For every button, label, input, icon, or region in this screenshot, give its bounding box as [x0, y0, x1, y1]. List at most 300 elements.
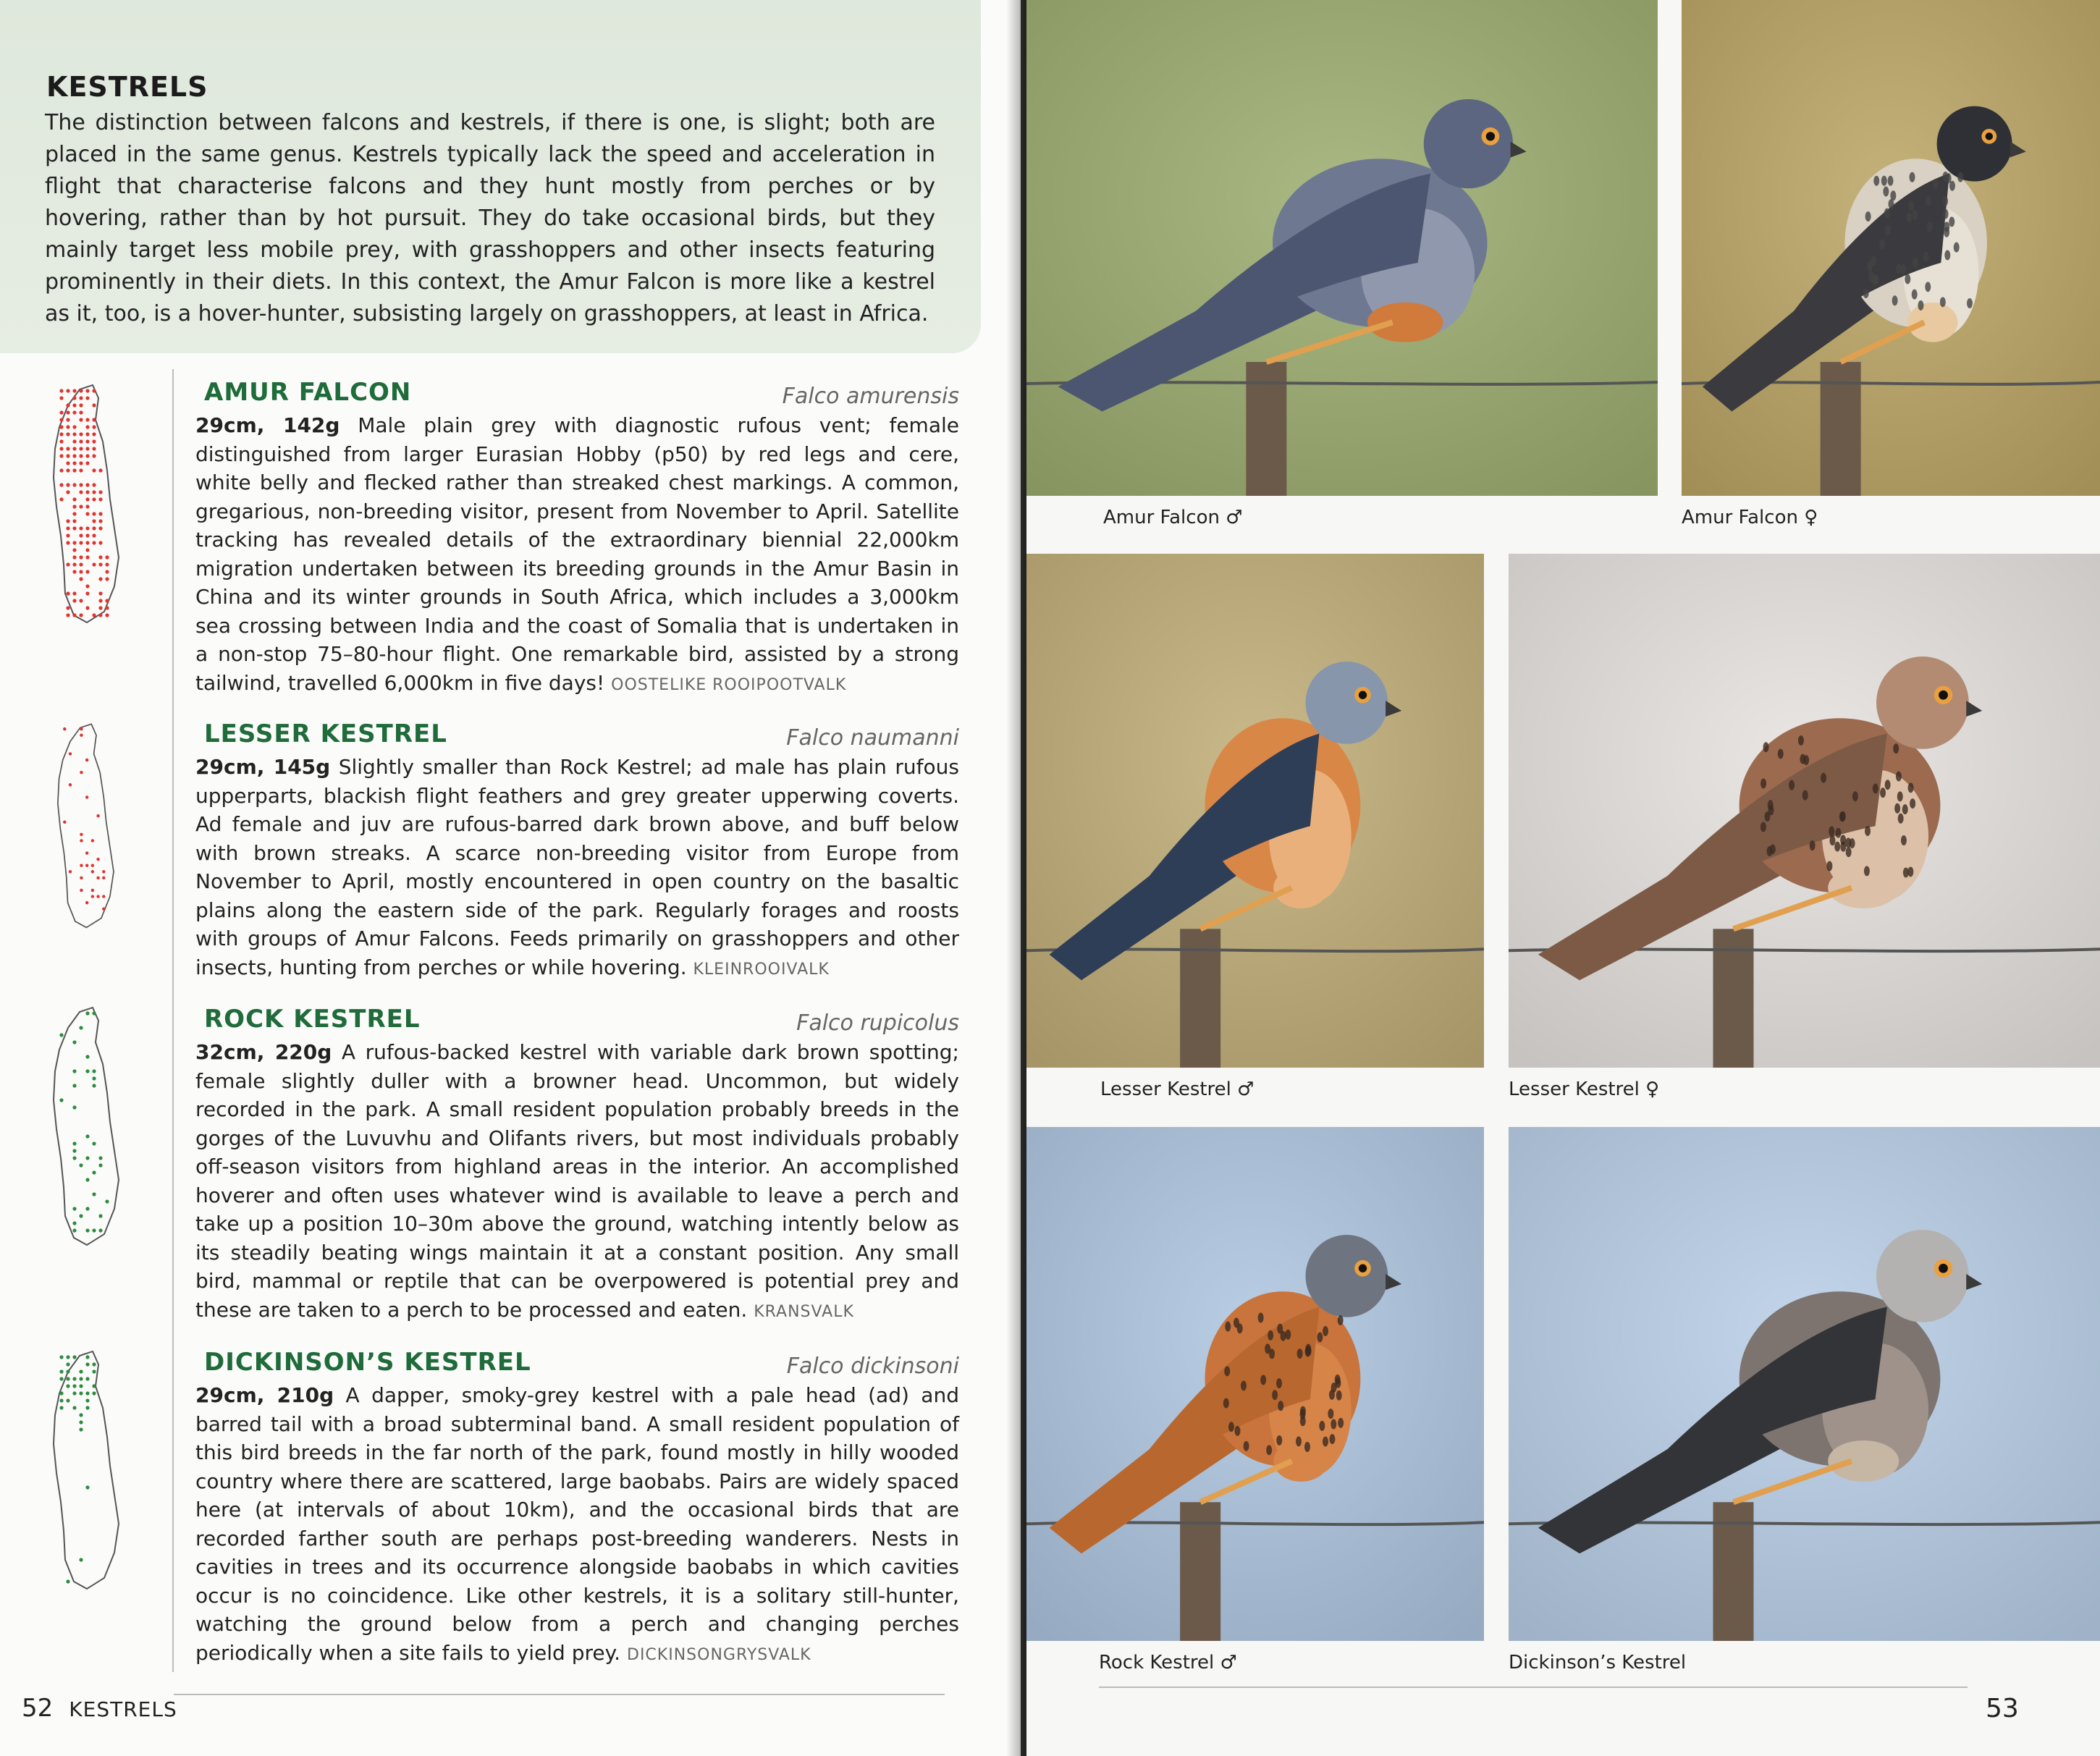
plumage-marking — [1894, 803, 1900, 814]
plumage-marking — [1884, 208, 1890, 219]
plumage-marking — [1879, 240, 1885, 250]
plumage-marking — [1338, 1315, 1344, 1325]
park-outline — [58, 724, 114, 927]
map-record-dot — [72, 1069, 76, 1073]
plumage-marking — [1296, 1436, 1302, 1446]
plumage-marking — [1278, 1401, 1283, 1411]
map-record-dot — [85, 526, 89, 530]
map-record-dot — [72, 1391, 76, 1395]
map-record-dot — [85, 555, 89, 559]
book-gutter — [1006, 0, 1026, 1756]
map-record-dot — [92, 1362, 96, 1366]
map-record-dot — [98, 468, 102, 472]
map-record-dot — [69, 752, 72, 755]
plumage-marking — [1297, 1348, 1303, 1359]
map-record-dot — [79, 454, 83, 457]
plumage-marking — [1901, 835, 1907, 845]
map-record-dot — [79, 562, 83, 566]
map-record-dot — [92, 447, 96, 450]
plumage-marking — [1760, 778, 1766, 788]
plumage-marking — [1234, 1317, 1239, 1327]
map-record-dot — [92, 512, 96, 515]
map-record-dot — [72, 1149, 76, 1152]
map-record-dot — [66, 606, 69, 609]
map-record-dot — [80, 833, 83, 836]
bird-head — [1306, 1235, 1388, 1317]
map-record-dot — [59, 425, 63, 429]
map-record-dot — [72, 555, 76, 559]
bird-vent — [1367, 303, 1443, 342]
map-record-dot — [79, 613, 83, 617]
plumage-marking — [1826, 861, 1832, 871]
map-record-dot — [59, 389, 63, 392]
afrikaans-name: OOSTELIKE ROOIPOOTVALK — [611, 675, 847, 694]
plumage-marking — [1260, 1375, 1266, 1385]
plumage-marking — [1897, 791, 1903, 801]
map-record-dot — [85, 606, 89, 609]
plumage-marking — [1927, 222, 1933, 232]
map-record-dot — [92, 1391, 96, 1395]
map-record-dot — [92, 1228, 96, 1232]
map-record-dot — [79, 1377, 83, 1380]
map-record-dot — [92, 1384, 96, 1388]
map-record-dot — [85, 533, 89, 537]
map-record-dot — [85, 461, 89, 465]
map-record-dot — [72, 591, 76, 595]
map-record-dot — [85, 570, 89, 573]
map-record-dot — [72, 526, 76, 530]
map-record-dot — [59, 1391, 63, 1395]
photo-scene — [1026, 1127, 1484, 1641]
map-record-dot — [105, 570, 109, 573]
photo-lesser-kestrel-female — [1509, 554, 2100, 1068]
plumage-marking — [1829, 826, 1834, 836]
bird-vent — [1907, 303, 1957, 342]
distribution-map-lesser-kestrel — [29, 717, 138, 934]
map-record-dot — [92, 562, 96, 566]
species-name: ROCK KESTREL — [204, 1005, 421, 1034]
map-record-dot — [79, 1427, 83, 1431]
plumage-marking — [1304, 1442, 1310, 1452]
map-record-dot — [59, 447, 63, 450]
map-record-dot — [79, 1369, 83, 1373]
map-record-dot — [66, 519, 69, 523]
page-number: 52 — [22, 1694, 54, 1723]
plumage-marking — [1305, 1344, 1311, 1354]
map-record-dot — [98, 1228, 102, 1232]
map-record-dot — [72, 1355, 76, 1359]
map-record-dot — [85, 1377, 89, 1380]
map-record-dot — [66, 483, 69, 486]
map-record-dot — [85, 584, 89, 588]
photo-caption: Dickinson’s Kestrel — [1509, 1652, 1687, 1673]
plumage-marking — [1244, 1441, 1249, 1451]
plumage-marking — [1888, 176, 1894, 186]
map-record-dot — [92, 1084, 96, 1087]
map-record-dot — [72, 432, 76, 436]
photo-caption: Lesser Kestrel ♀ — [1509, 1078, 1660, 1100]
map-record-dot — [66, 418, 69, 421]
map-record-dot — [92, 1170, 96, 1174]
map-record-dot — [102, 895, 105, 898]
map-record-dot — [66, 461, 69, 465]
map-record-dot — [72, 541, 76, 544]
plumage-marking — [1957, 172, 1963, 182]
map-record-dot — [72, 468, 76, 472]
plumage-marking — [1839, 811, 1845, 822]
plumage-marking — [1863, 288, 1869, 298]
size-weight: 29cm, 145g — [195, 755, 331, 779]
plumage-marking — [1913, 258, 1918, 268]
plumage-marking — [1276, 1378, 1282, 1388]
map-record-dot — [66, 591, 69, 595]
plumage-marking — [1829, 835, 1835, 845]
map-record-dot — [72, 410, 76, 414]
map-record-dot — [59, 1406, 63, 1409]
map-record-dot — [79, 490, 83, 494]
map-record-dot — [66, 1579, 69, 1583]
distribution-map-dickinsons-kestrel — [29, 1343, 138, 1596]
plumage-marking — [1228, 1422, 1234, 1432]
distribution-map-amur-falcon — [29, 376, 138, 630]
map-record-dot — [102, 907, 105, 910]
bird-head — [1937, 106, 2012, 182]
plumage-marking — [1903, 868, 1909, 878]
map-record-dot — [79, 418, 83, 421]
species-entry — [195, 1348, 959, 1669]
afrikaans-name: DICKINSONGRYSVALK — [627, 1645, 811, 1664]
map-record-dot — [98, 497, 102, 501]
map-record-dot — [80, 839, 83, 842]
plumage-marking — [1944, 250, 1950, 261]
map-record-dot — [79, 1420, 83, 1424]
map-record-dot — [92, 439, 96, 443]
map-record-dot — [79, 599, 83, 602]
map-record-dot — [66, 425, 69, 429]
plumage-marking — [1821, 773, 1826, 783]
map-record-dot — [85, 1134, 89, 1138]
map-record-dot — [72, 1040, 76, 1044]
plumage-marking — [1873, 274, 1879, 284]
map-record-dot — [66, 1362, 69, 1366]
species-description: 29cm, 142g Male plain grey with diagnostic rufous vent; female distinguished from larger Eurasian Hobby (p50) by red legs and cere, white belly and flecked rather than streaked chest markings. A common, gregarious, non-breeding visitor, present from November to April. Satellite tracking has revealed details of the extraordinary biennial 22,000km migration undertaken between its breeding grounds in the Amur Basin in China and its winter grounds in South Africa, which includes a 3,000km sea crossing between India and the coast of Somalia that is undertaken in a non-stop 75–80-hour flight. One remarkable bird, assisted by a strong tailwind, travelled 6,000km in five days! OOSTELIKE ROOIPOOTVALK — [195, 413, 959, 695]
map-record-dot — [66, 389, 69, 392]
map-record-dot — [85, 1391, 89, 1395]
map-record-dot — [72, 599, 76, 602]
map-record-dot — [92, 533, 96, 537]
map-record-dot — [72, 1406, 76, 1409]
map-record-dot — [105, 599, 109, 602]
map-record-dot — [85, 1485, 89, 1489]
map-record-dot — [66, 541, 69, 544]
plumage-marking — [1943, 172, 1949, 182]
plumage-marking — [1276, 1435, 1282, 1445]
map-record-dot — [92, 418, 96, 421]
plumage-marking — [1789, 780, 1795, 790]
map-record-dot — [79, 403, 83, 407]
column-divider — [172, 369, 174, 1672]
map-record-dot — [85, 1156, 89, 1160]
plumage-marking — [1923, 252, 1929, 262]
map-record-dot — [85, 396, 89, 400]
map-record-dot — [79, 526, 83, 530]
species-description: 29cm, 145g Slightly smaller than Rock Kestrel; ad male has plain rufous upperparts, blackish flight feathers and grey greater upperwing coverts. Ad female and juv are rufous-barred dark brown above, and buff below with brown streaks. A scarce non-breeding visitor from Europe from November to April, mostly encountered in open country on the basaltic plains along the eastern side of the park. Regularly forages and roosts with groups of Amur Falcons. Feeds primarily on grasshoppers and other insects, hunting from perches or while hovering. KLEINROOIVALK — [195, 755, 959, 979]
species-description: 29cm, 210g A dapper, smoky-grey kestrel with a pale head (ad) and barred tail with a broad subterminal band. A small resident population of this bird breeds in the far north of the park, found mostly in hilly wooded country where there are scattered, large baobabs. Pairs are widely spaced here (at intervals of about 10km), and the occasional birds that are recorded farther south are perhaps post-breeding wanderers. Nests in cavities in trees and its occurrence alongside baobabs in which cavities occur is no coincidence. Like other kestrels, it is a solitary still-hunter, watching the ground below from a perch and changing perches periodically when a site fails to yield prey. DICKINSONGRYSVALK — [195, 1383, 959, 1665]
species-name: AMUR FALCON — [204, 378, 412, 407]
photo-caption: Lesser Kestrel ♂ — [1100, 1078, 1254, 1100]
map-record-dot — [66, 1384, 69, 1388]
map-record-dot — [72, 1377, 76, 1380]
plumage-marking — [1912, 210, 1918, 220]
map-record-dot — [72, 439, 76, 443]
map-record-dot — [98, 599, 102, 602]
park-outline — [54, 1351, 119, 1589]
plumage-marking — [1900, 264, 1906, 274]
map-record-dot — [96, 895, 99, 898]
map-record-dot — [66, 1369, 69, 1373]
plumage-marking — [1281, 1331, 1286, 1341]
plumage-marking — [1778, 748, 1784, 759]
scientific-name: Falco naumanni — [786, 725, 959, 751]
map-record-dot — [105, 613, 109, 617]
map-record-dot — [85, 505, 89, 508]
plumage-marking — [1942, 196, 1948, 206]
bird-head — [1876, 1230, 1969, 1322]
plumage-marking — [1331, 1383, 1337, 1393]
map-record-dot — [59, 1033, 63, 1037]
map-record-dot — [80, 727, 83, 730]
map-record-dot — [72, 548, 76, 552]
plumage-marking — [1906, 212, 1912, 222]
plumage-marking — [1338, 1418, 1344, 1428]
map-record-dot — [59, 439, 63, 443]
map-record-dot — [85, 432, 89, 436]
map-record-dot — [98, 613, 102, 617]
plumage-marking — [1834, 842, 1840, 852]
map-record-dot — [98, 577, 102, 581]
photo-caption: Rock Kestrel ♂ — [1099, 1652, 1237, 1673]
plumage-marking — [1335, 1375, 1341, 1385]
plumage-marking — [1266, 1445, 1272, 1455]
bird-vent — [1273, 1440, 1328, 1482]
map-record-dot — [72, 396, 76, 400]
map-record-dot — [59, 432, 63, 436]
running-footer: KESTRELS — [69, 1697, 177, 1721]
plumage-marking — [1925, 282, 1931, 292]
map-record-dot — [79, 1384, 83, 1388]
map-record-dot — [72, 425, 76, 429]
photo-amur-falcon-male — [1026, 0, 1658, 496]
size-weight: 32cm, 220g — [195, 1040, 332, 1064]
map-record-dot — [92, 497, 96, 501]
map-record-dot — [98, 1214, 102, 1217]
map-record-dot — [72, 454, 76, 457]
photo-caption: Amur Falcon ♀ — [1682, 507, 1818, 528]
map-record-dot — [92, 1192, 96, 1196]
map-record-dot — [85, 591, 89, 595]
map-record-dot — [79, 577, 83, 581]
plumage-marking — [1329, 1434, 1335, 1444]
map-record-dot — [96, 858, 99, 861]
map-record-dot — [80, 889, 83, 892]
map-record-dot — [85, 1228, 89, 1232]
bird-head — [1306, 662, 1388, 744]
map-record-dot — [72, 1156, 76, 1160]
map-record-dot — [79, 1558, 83, 1561]
map-record-dot — [85, 1406, 89, 1409]
plumage-marking — [1241, 1380, 1247, 1390]
photo-scene — [1509, 554, 2100, 1068]
map-record-dot — [92, 425, 96, 429]
plumage-marking — [1224, 1366, 1230, 1376]
map-record-dot — [98, 555, 102, 559]
map-record-dot — [72, 461, 76, 465]
plumage-marking — [1323, 1326, 1328, 1336]
map-record-dot — [72, 1105, 76, 1109]
map-record-dot — [72, 570, 76, 573]
map-record-dot — [80, 733, 83, 736]
map-record-dot — [85, 541, 89, 544]
plumage-marking — [1760, 822, 1766, 832]
distribution-map-rock-kestrel — [29, 999, 138, 1252]
page-footer-left — [22, 1694, 177, 1723]
plumage-marking — [1763, 742, 1769, 752]
plumage-marking — [1905, 274, 1910, 284]
map-record-dot — [91, 839, 94, 842]
plumage-marking — [1873, 176, 1879, 186]
species-entry — [195, 1005, 959, 1326]
species-entry — [195, 378, 959, 699]
plumage-marking — [1323, 1437, 1328, 1447]
map-record-dot — [59, 1355, 63, 1359]
plumage-marking — [1768, 800, 1774, 810]
map-record-dot — [102, 870, 105, 873]
map-record-dot — [72, 389, 76, 392]
map-record-dot — [72, 519, 76, 523]
map-record-dot — [66, 613, 69, 617]
afrikaans-name: KLEINROOIVALK — [693, 960, 830, 979]
map-record-dot — [85, 759, 88, 761]
map-record-dot — [105, 577, 109, 581]
size-weight: 29cm, 210g — [195, 1383, 334, 1407]
photo-lesser-kestrel-male — [1026, 554, 1484, 1068]
photo-scene — [1509, 1127, 2100, 1641]
map-record-dot — [79, 439, 83, 443]
map-record-dot — [59, 497, 63, 501]
plumage-marking — [1954, 242, 1960, 253]
bird-vent — [1273, 867, 1328, 908]
map-record-dot — [79, 410, 83, 414]
map-record-dot — [59, 483, 63, 486]
map-record-dot — [79, 483, 83, 486]
scientific-name: Falco amurensis — [782, 384, 959, 409]
map-record-dot — [105, 562, 109, 566]
map-record-dot — [59, 468, 63, 472]
plumage-marking — [1926, 196, 1931, 206]
map-record-dot — [79, 505, 83, 508]
map-record-dot — [98, 490, 102, 494]
plumage-marking — [1873, 783, 1878, 793]
map-record-dot — [85, 1207, 89, 1210]
map-record-dot — [98, 606, 102, 609]
map-record-dot — [79, 461, 83, 465]
map-record-dot — [79, 447, 83, 450]
plumage-marking — [1272, 1390, 1278, 1400]
plumage-marking — [1864, 866, 1870, 876]
plumage-marking — [1944, 227, 1949, 237]
plumage-marking — [1798, 735, 1804, 746]
map-record-dot — [92, 468, 96, 472]
map-record-dot — [85, 454, 89, 457]
plumage-marking — [1910, 172, 1915, 182]
plumage-marking — [1852, 791, 1858, 801]
photo-dickinsons-kestrel — [1509, 1127, 2100, 1641]
map-record-dot — [92, 483, 96, 486]
plumage-marking — [1949, 216, 1954, 227]
map-record-dot — [85, 548, 89, 552]
plumage-marking — [1933, 179, 1939, 189]
map-record-dot — [72, 505, 76, 508]
map-record-dot — [59, 1098, 63, 1102]
photo-amur-falcon-female — [1682, 0, 2100, 496]
plumage-marking — [1317, 1333, 1323, 1343]
plumage-marking — [1883, 187, 1889, 197]
map-record-dot — [79, 533, 83, 537]
map-record-dot — [98, 541, 102, 544]
photo-rock-kestrel-male — [1026, 1127, 1484, 1641]
intro-text: The distinction between falcons and kestrels, if there is one, is slight; both are placed in the same genus. Kestrels typically lack the speed and acceleration in flight that characterise falcons and they hunt mostly from perches or by hovering, rather than by hot pursuit. They do take occasional birds, but they mainly target less mobile prey, with grasshoppers and other insects featuring prominently in their diets. In this context, the Amur Falcon is more like a kestrel as it, too, is a hover-hunter, subsisting largely on grasshoppers, at least in Africa. — [45, 110, 935, 326]
map-record-dot — [98, 591, 102, 595]
plumage-marking — [1223, 1398, 1229, 1409]
plumage-marking — [1269, 1348, 1275, 1359]
plumage-marking — [1865, 211, 1871, 221]
map-record-dot — [102, 877, 105, 879]
photo-scene — [1026, 554, 1484, 1068]
plumage-marking — [1268, 1330, 1273, 1341]
map-record-dot — [85, 1011, 89, 1015]
plumage-marking — [1810, 840, 1816, 850]
map-record-dot — [72, 1084, 76, 1087]
map-record-dot — [92, 454, 96, 457]
map-record-dot — [85, 1178, 89, 1181]
map-record-dot — [85, 497, 89, 501]
size-weight: 29cm, 142g — [195, 413, 340, 437]
bird-vent — [1828, 867, 1899, 908]
map-record-dot — [96, 814, 99, 817]
plumage-marking — [1867, 261, 1873, 271]
right-page — [1026, 0, 2100, 1756]
map-record-dot — [92, 526, 96, 530]
map-record-dot — [92, 519, 96, 523]
photo-caption: Amur Falcon ♂ — [1103, 507, 1243, 528]
species-entry — [195, 719, 959, 984]
map-record-dot — [91, 864, 94, 866]
map-record-dot — [66, 454, 69, 457]
map-record-dot — [80, 864, 83, 866]
plumage-marking — [1910, 798, 1915, 809]
plumage-marking — [1893, 743, 1899, 754]
plumage-marking — [1835, 828, 1841, 838]
map-record-dot — [69, 870, 72, 873]
map-record-dot — [79, 396, 83, 400]
map-record-dot — [98, 562, 102, 566]
plumage-marking — [1892, 295, 1898, 305]
plumage-marking — [1943, 209, 1949, 219]
map-record-dot — [72, 1141, 76, 1145]
map-record-dot — [85, 389, 89, 392]
map-record-dot — [79, 1163, 83, 1167]
map-record-dot — [96, 877, 99, 879]
